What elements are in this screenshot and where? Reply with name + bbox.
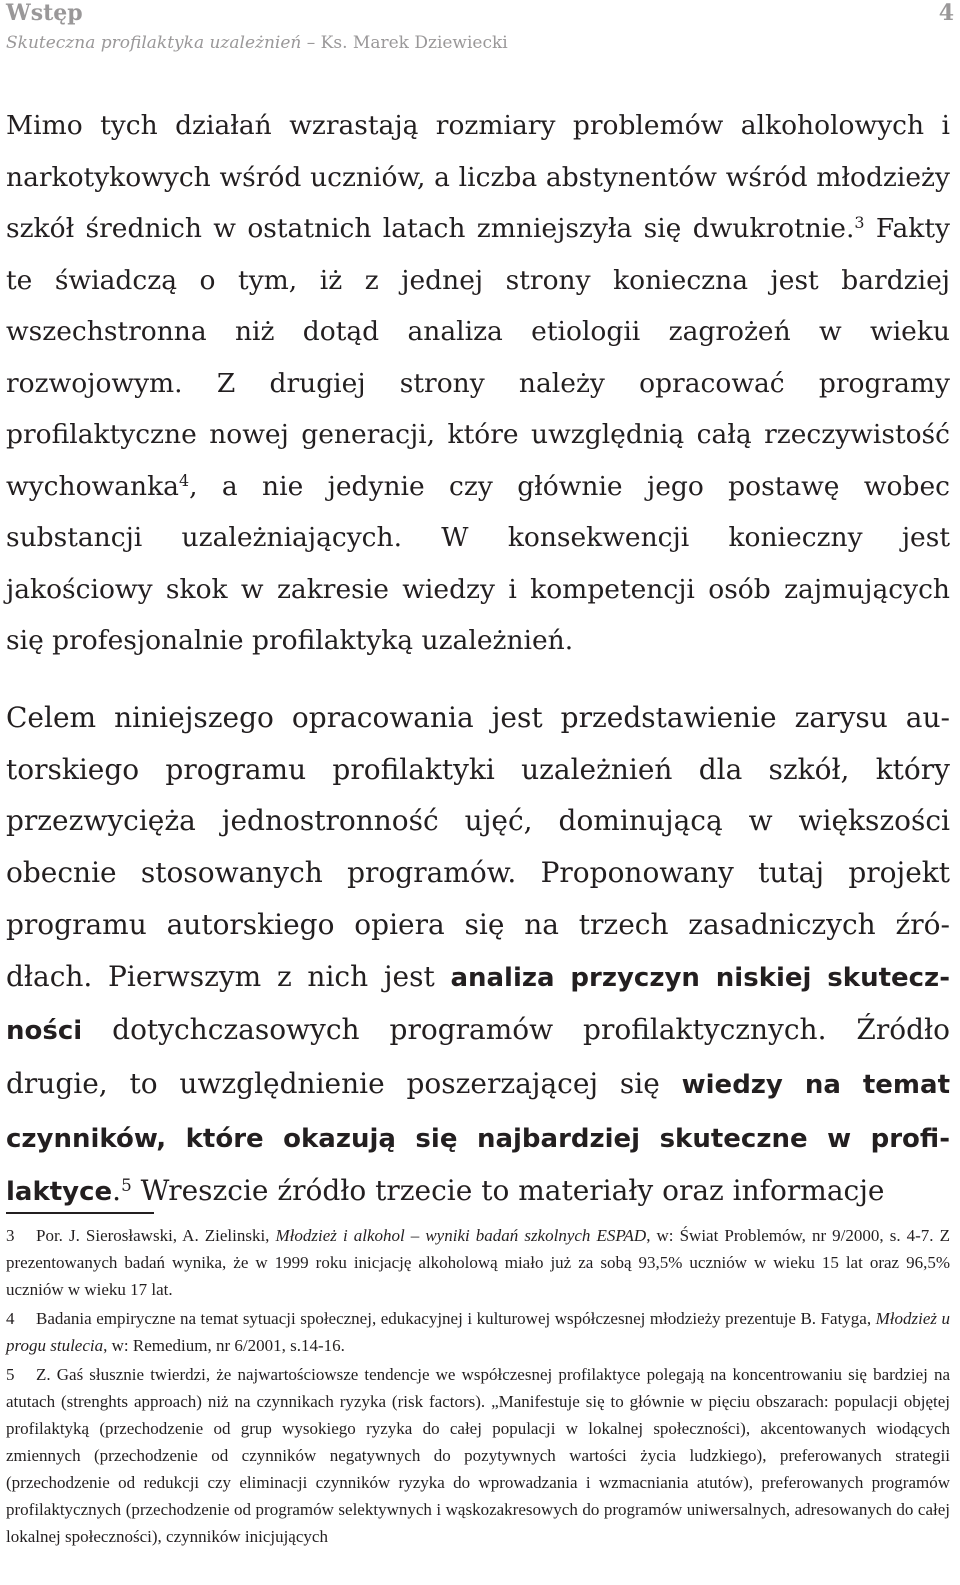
footnote-ref-4: 4: [178, 470, 190, 490]
page-header: [6, 0, 954, 60]
running-subtitle: [6, 32, 508, 54]
paragraph-2-text-b: dotychczasowych programów profilaktycznych. Źródło drugie, to uwzględnienie poszerzającej się: [6, 1013, 950, 1100]
footnote-text: , w: Remedium, nr 6/2001, s.14-16.: [103, 1336, 345, 1355]
paragraph-2-text-d: Wreszcie źródło trzecie to materiały oraz informacje: [131, 1174, 885, 1208]
paragraph-1-text-c: , a nie jedynie czy głównie jego postawę wobec substancji uzależniających. W konsekwencji konieczny jest jakościowy skok w zakresie wiedzy i kompetencji osób zajmujących się profesjonalnie profilaktyką uzależnień.: [6, 470, 950, 656]
footnote-5: [6, 1361, 950, 1550]
chapter-title: Wstęp: [6, 0, 83, 26]
emphasis-analysis: analiza przyczyn niskiej skuteczności: [6, 962, 950, 1047]
footnote-text: Badania empiryczne na temat sytuacji społecznej, edukacyjnej i kulturowej współczesnej młodzieży prezentuje B. Fatyga,: [36, 1309, 876, 1328]
paragraph-1-text-a: Mimo tych działań wzrastają rozmiary problemów alkoholowych i narkotykowych wśród uczniów, a liczba abstynentów wśród młodzieży szkół średnich w ostatnich latach zmniejszyła się dwukrotnie.: [6, 110, 950, 244]
footnote-italic-title: Młodzież u progu stulecia: [6, 1309, 950, 1355]
footnote-text: , w: Świat Problemów, nr 9/2000, s. 4-7. Z prezentowanych badań wynika, że w 1999 roku inicjację alkoholową miało już za sobą 93,5% uczniów w wieku 15 lat oraz 96,5% uczniów w wieku 17 lat.: [6, 1226, 950, 1299]
footnote-ref-5: 5: [121, 1175, 132, 1196]
emphasis-knowledge: wiedzy na temat czynników, które okazują się najbardziej skuteczne w profilaktyce: [6, 1069, 950, 1208]
footnote-separator: [6, 1212, 154, 1214]
footnote-ref-3: 3: [854, 213, 865, 233]
paragraph-2-text-a: Celem niniejszego opracowania jest przedstawienie zarysu autorskiego programu profilaktyki uzależnień dla szkół, który przezwycięża jednostronność ujęć, dominującą w większości obecnie stosowanych programów. Proponowany tutaj projekt programu autorskiego opiera się na trzech zasadniczych źródłach. Pierwszym z nich jest: [6, 701, 950, 993]
footnote-4: [6, 1305, 950, 1359]
footnote-italic-title: Młodzież i alkohol – wyniki badań szkolnych ESPAD: [275, 1226, 647, 1245]
book-author: – Ks. Marek Dziewiecki: [306, 33, 508, 53]
book-title: Skuteczna profilaktyka uzależnień: [6, 33, 302, 53]
paragraph-2-text-c: .: [112, 1174, 122, 1208]
footnote-text: Z. Gaś słusznie twierdzi, że najwartościowsze tendencje we współczesnej profilaktyce polegają na koncentrowaniu się bardziej na atutach (strenghts approach) niż na czynnikach ryzyka (risk factors). „Manifestuje się to głównie w pięciu obszarach: populacji objętej profilaktyką (przechodzenie od grup wysokiego ryzyka do całej populacji w lokalnej społeczności), akcentowanych wiodących zmiennych (przechodzenie od czynników negatywnych do pozytywnych wartości życia ludzkiego), preferowanych strategii (przechodzenie od redukcji czy eliminacji czynników ryzyka do wprowadzania i wzmacniania atutów), preferowanych programów profilaktycznych (przechodzenie od programów selektywnych i wąskozakresowych do programów uniwersalnych, adresowanych do całej lokalnej społeczności), czynników inicjujących: [6, 1365, 950, 1546]
paragraph-1: [6, 100, 950, 667]
footnote-number: 3: [6, 1226, 15, 1245]
paragraph-1-text-b: Fakty te świadczą o tym, iż z jednej strony konieczna jest bardziej wszechstronna niż dotąd analiza etiologii zagrożeń w wieku rozwojowym. Z drugiej strony należy opracować programy profilaktyczne nowej generacji, które uwzględnią całą rzeczywistość wychowanka: [6, 213, 950, 502]
paragraph-2: [6, 692, 950, 1219]
footnote-text: Por. J. Sierosławski, A. Zielinski,: [36, 1226, 276, 1245]
footnote-number: 4: [6, 1309, 15, 1328]
footnote-3: [6, 1222, 950, 1303]
footnote-number: 5: [6, 1365, 15, 1384]
page-number: 4: [938, 0, 954, 26]
footnotes: [6, 1222, 950, 1552]
